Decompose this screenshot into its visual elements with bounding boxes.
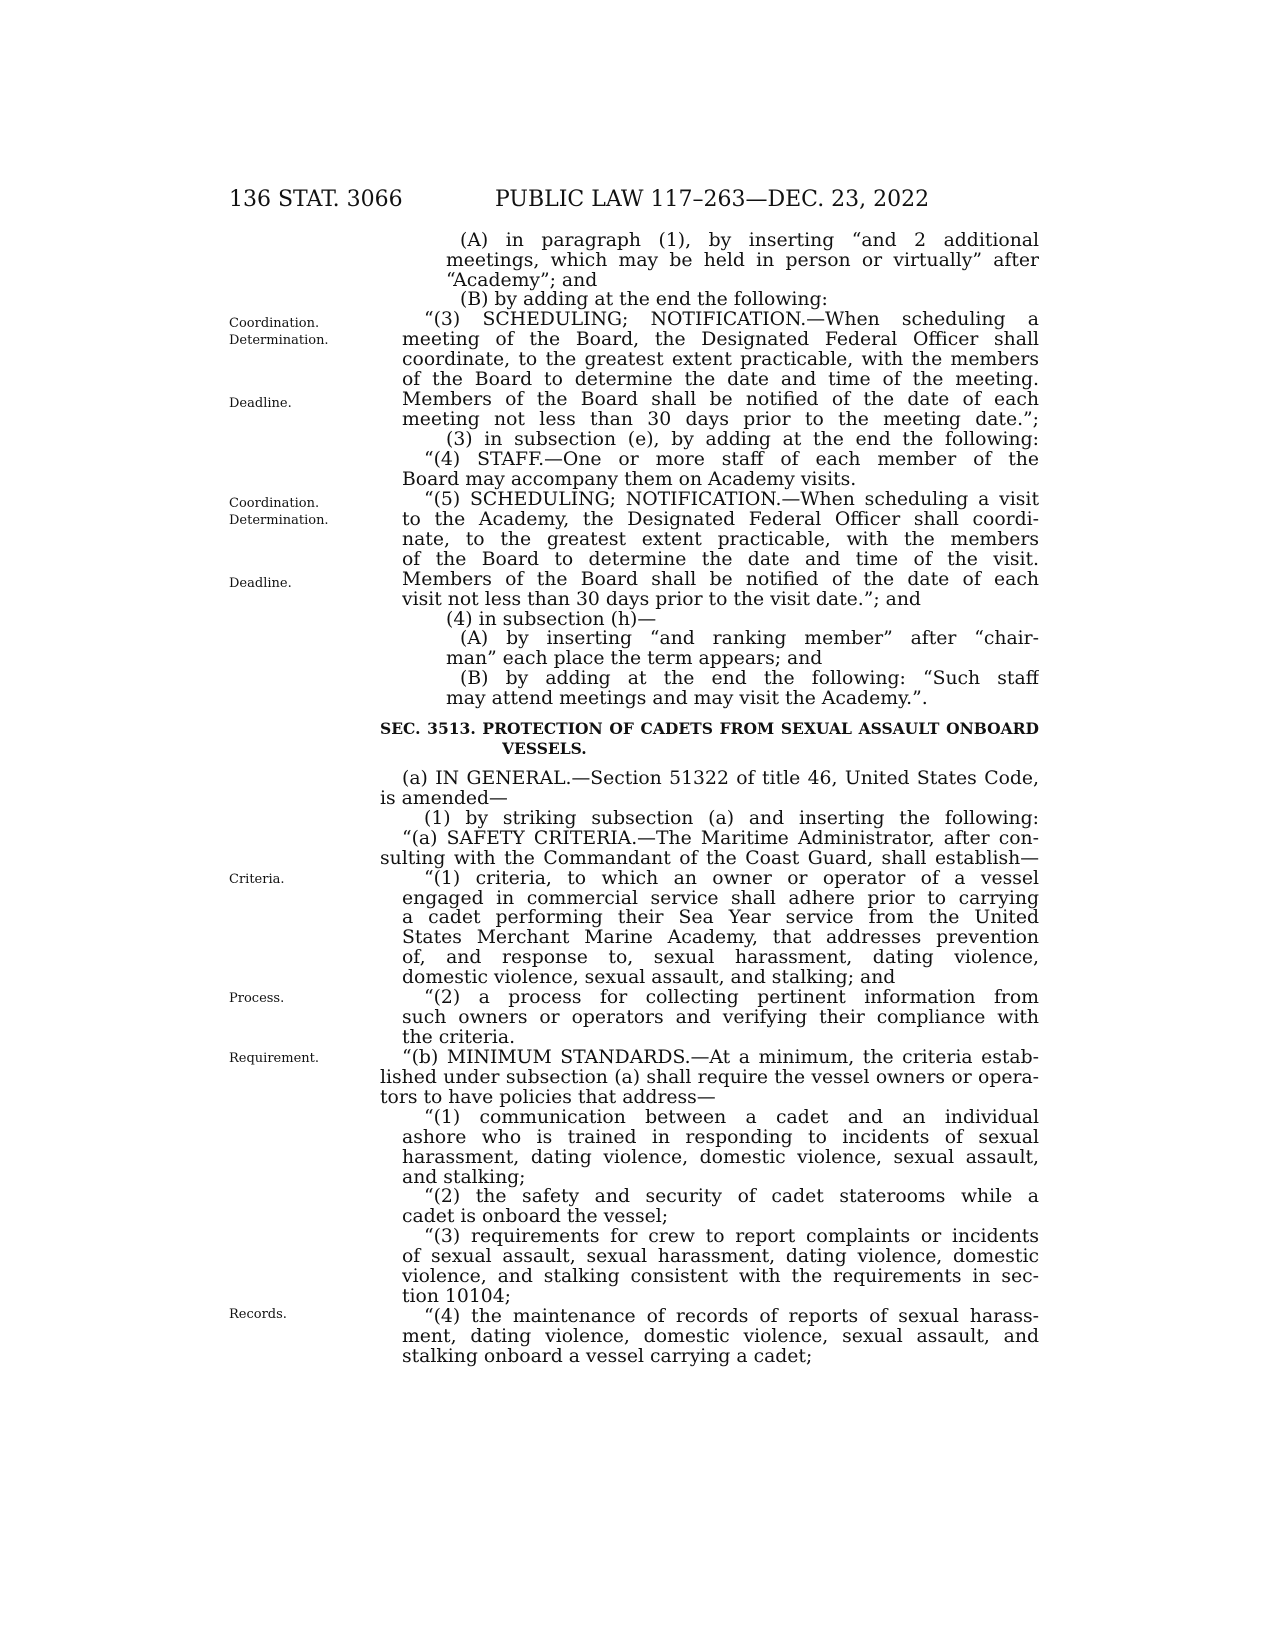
text-line: “(3) SCHEDULING; NOTIFICATION.—When scheduling a: [424, 310, 1039, 330]
section-heading-continued: VESSELS.: [502, 739, 587, 758]
text-line: States Merchant Marine Academy, that addresses prevention: [402, 928, 1039, 948]
text-line: may attend meetings and may visit the Academy.”.: [446, 689, 928, 709]
margin-note: Criteria.: [229, 872, 285, 887]
text-line: (A) by inserting “and ranking member” after “chair-: [460, 629, 1039, 649]
text-line: “(4) STAFF.—One or more staff of each member of the: [424, 450, 1039, 470]
text-line: a cadet performing their Sea Year service from the United: [402, 908, 1039, 928]
text-line: meetings, which may be held in person or virtually” after: [446, 251, 1039, 271]
text-line: and stalking;: [402, 1168, 526, 1188]
margin-note: Determination.: [229, 513, 329, 528]
text-line: “(a) SAFETY CRITERIA.—The Maritime Administrator, after con-: [402, 829, 1039, 849]
margin-note: Deadline.: [229, 576, 292, 591]
text-line: (a) IN GENERAL.—Section 51322 of title 46, United States Code,: [402, 769, 1039, 789]
text-line: (4) in subsection (h)—: [446, 610, 657, 630]
text-line: (B) by adding at the end the following: “Such staff: [460, 669, 1039, 689]
margin-note: Records.: [229, 1307, 287, 1322]
text-line: cadet is onboard the vessel;: [402, 1207, 669, 1227]
margin-note: Process.: [229, 991, 285, 1006]
text-line: lished under subsection (a) shall require the vessel owners or opera-: [380, 1068, 1039, 1088]
text-line: (A) in paragraph (1), by inserting “and 2 additional: [460, 231, 1039, 251]
text-line: “(1) communication between a cadet and an individual: [424, 1108, 1039, 1128]
text-line: Members of the Board shall be notified of the date of each: [402, 570, 1039, 590]
running-head: PUBLIC LAW 117–263—DEC. 23, 2022: [495, 187, 930, 212]
text-line: “Academy”; and: [446, 271, 598, 291]
text-line: engaged in commercial service shall adhere prior to carrying: [402, 889, 1039, 909]
text-line: of the Board to determine the date and time of the visit.: [402, 550, 1039, 570]
text-line: (3) in subsection (e), by adding at the end the following:: [446, 430, 1039, 450]
text-line: such owners or operators and verifying their compliance with: [402, 1008, 1039, 1028]
text-line: meeting not less than 30 days prior to the meeting date.”;: [402, 410, 1039, 430]
text-line: to the Academy, the Designated Federal Officer shall coordi-: [402, 510, 1039, 530]
margin-note: Deadline.: [229, 396, 292, 411]
text-line: sulting with the Commandant of the Coast Guard, shall establish—: [380, 849, 1039, 869]
text-line: domestic violence, sexual assault, and stalking; and: [402, 968, 896, 988]
text-line: “(2) the safety and security of cadet staterooms while a: [424, 1187, 1039, 1207]
text-line: violence, and stalking consistent with the requirements in sec-: [402, 1267, 1039, 1287]
text-line: Members of the Board shall be notified of the date of each: [402, 390, 1039, 410]
text-line: Board may accompany them on Academy visits.: [402, 470, 857, 490]
page-stat-number: 136 STAT. 3066: [229, 187, 403, 212]
text-line: of the Board to determine the date and time of the meeting.: [402, 370, 1039, 390]
margin-note: Coordination.: [229, 496, 320, 511]
text-line: tors to have policies that address—: [380, 1088, 716, 1108]
text-line: (1) by striking subsection (a) and inserting the following:: [424, 809, 1039, 829]
text-line: visit not less than 30 days prior to the visit date.”; and: [402, 590, 921, 610]
margin-note: Coordination.: [229, 316, 320, 331]
text-line: of, and response to, sexual harassment, dating violence,: [402, 948, 1039, 968]
text-line: the criteria.: [402, 1028, 516, 1048]
text-line: stalking onboard a vessel carrying a cadet;: [402, 1347, 813, 1367]
text-line: man” each place the term appears; and: [446, 649, 823, 669]
text-line: “(4) the maintenance of records of reports of sexual harass-: [424, 1307, 1039, 1327]
text-line: “(b) MINIMUM STANDARDS.—At a minimum, the criteria estab-: [402, 1048, 1039, 1068]
text-line: of sexual assault, sexual harassment, dating violence, domestic: [402, 1247, 1039, 1267]
text-line: harassment, dating violence, domestic violence, sexual assault,: [402, 1148, 1039, 1168]
text-line: meeting of the Board, the Designated Federal Officer shall: [402, 330, 1039, 350]
text-line: ment, dating violence, domestic violence, sexual assault, and: [402, 1327, 1039, 1347]
text-line: “(3) requirements for crew to report complaints or incidents: [424, 1227, 1039, 1247]
text-line: tion 10104;: [402, 1287, 512, 1307]
margin-note: Requirement.: [229, 1051, 319, 1066]
text-line: is amended—: [380, 789, 508, 809]
text-line: (B) by adding at the end the following:: [460, 290, 828, 310]
text-line: “(1) criteria, to which an owner or operator of a vessel: [424, 869, 1039, 889]
text-line: coordinate, to the greatest extent practicable, with the members: [402, 350, 1039, 370]
margin-note: Determination.: [229, 333, 329, 348]
text-line: “(2) a process for collecting pertinent information from: [424, 988, 1039, 1008]
section-heading: SEC. 3513. PROTECTION OF CADETS FROM SEXUAL ASSAULT ONBOARD: [380, 719, 1039, 738]
text-line: “(5) SCHEDULING; NOTIFICATION.—When scheduling a visit: [424, 490, 1039, 510]
text-line: ashore who is trained in responding to incidents of sexual: [402, 1128, 1039, 1148]
text-line: nate, to the greatest extent practicable, with the members: [402, 530, 1039, 550]
